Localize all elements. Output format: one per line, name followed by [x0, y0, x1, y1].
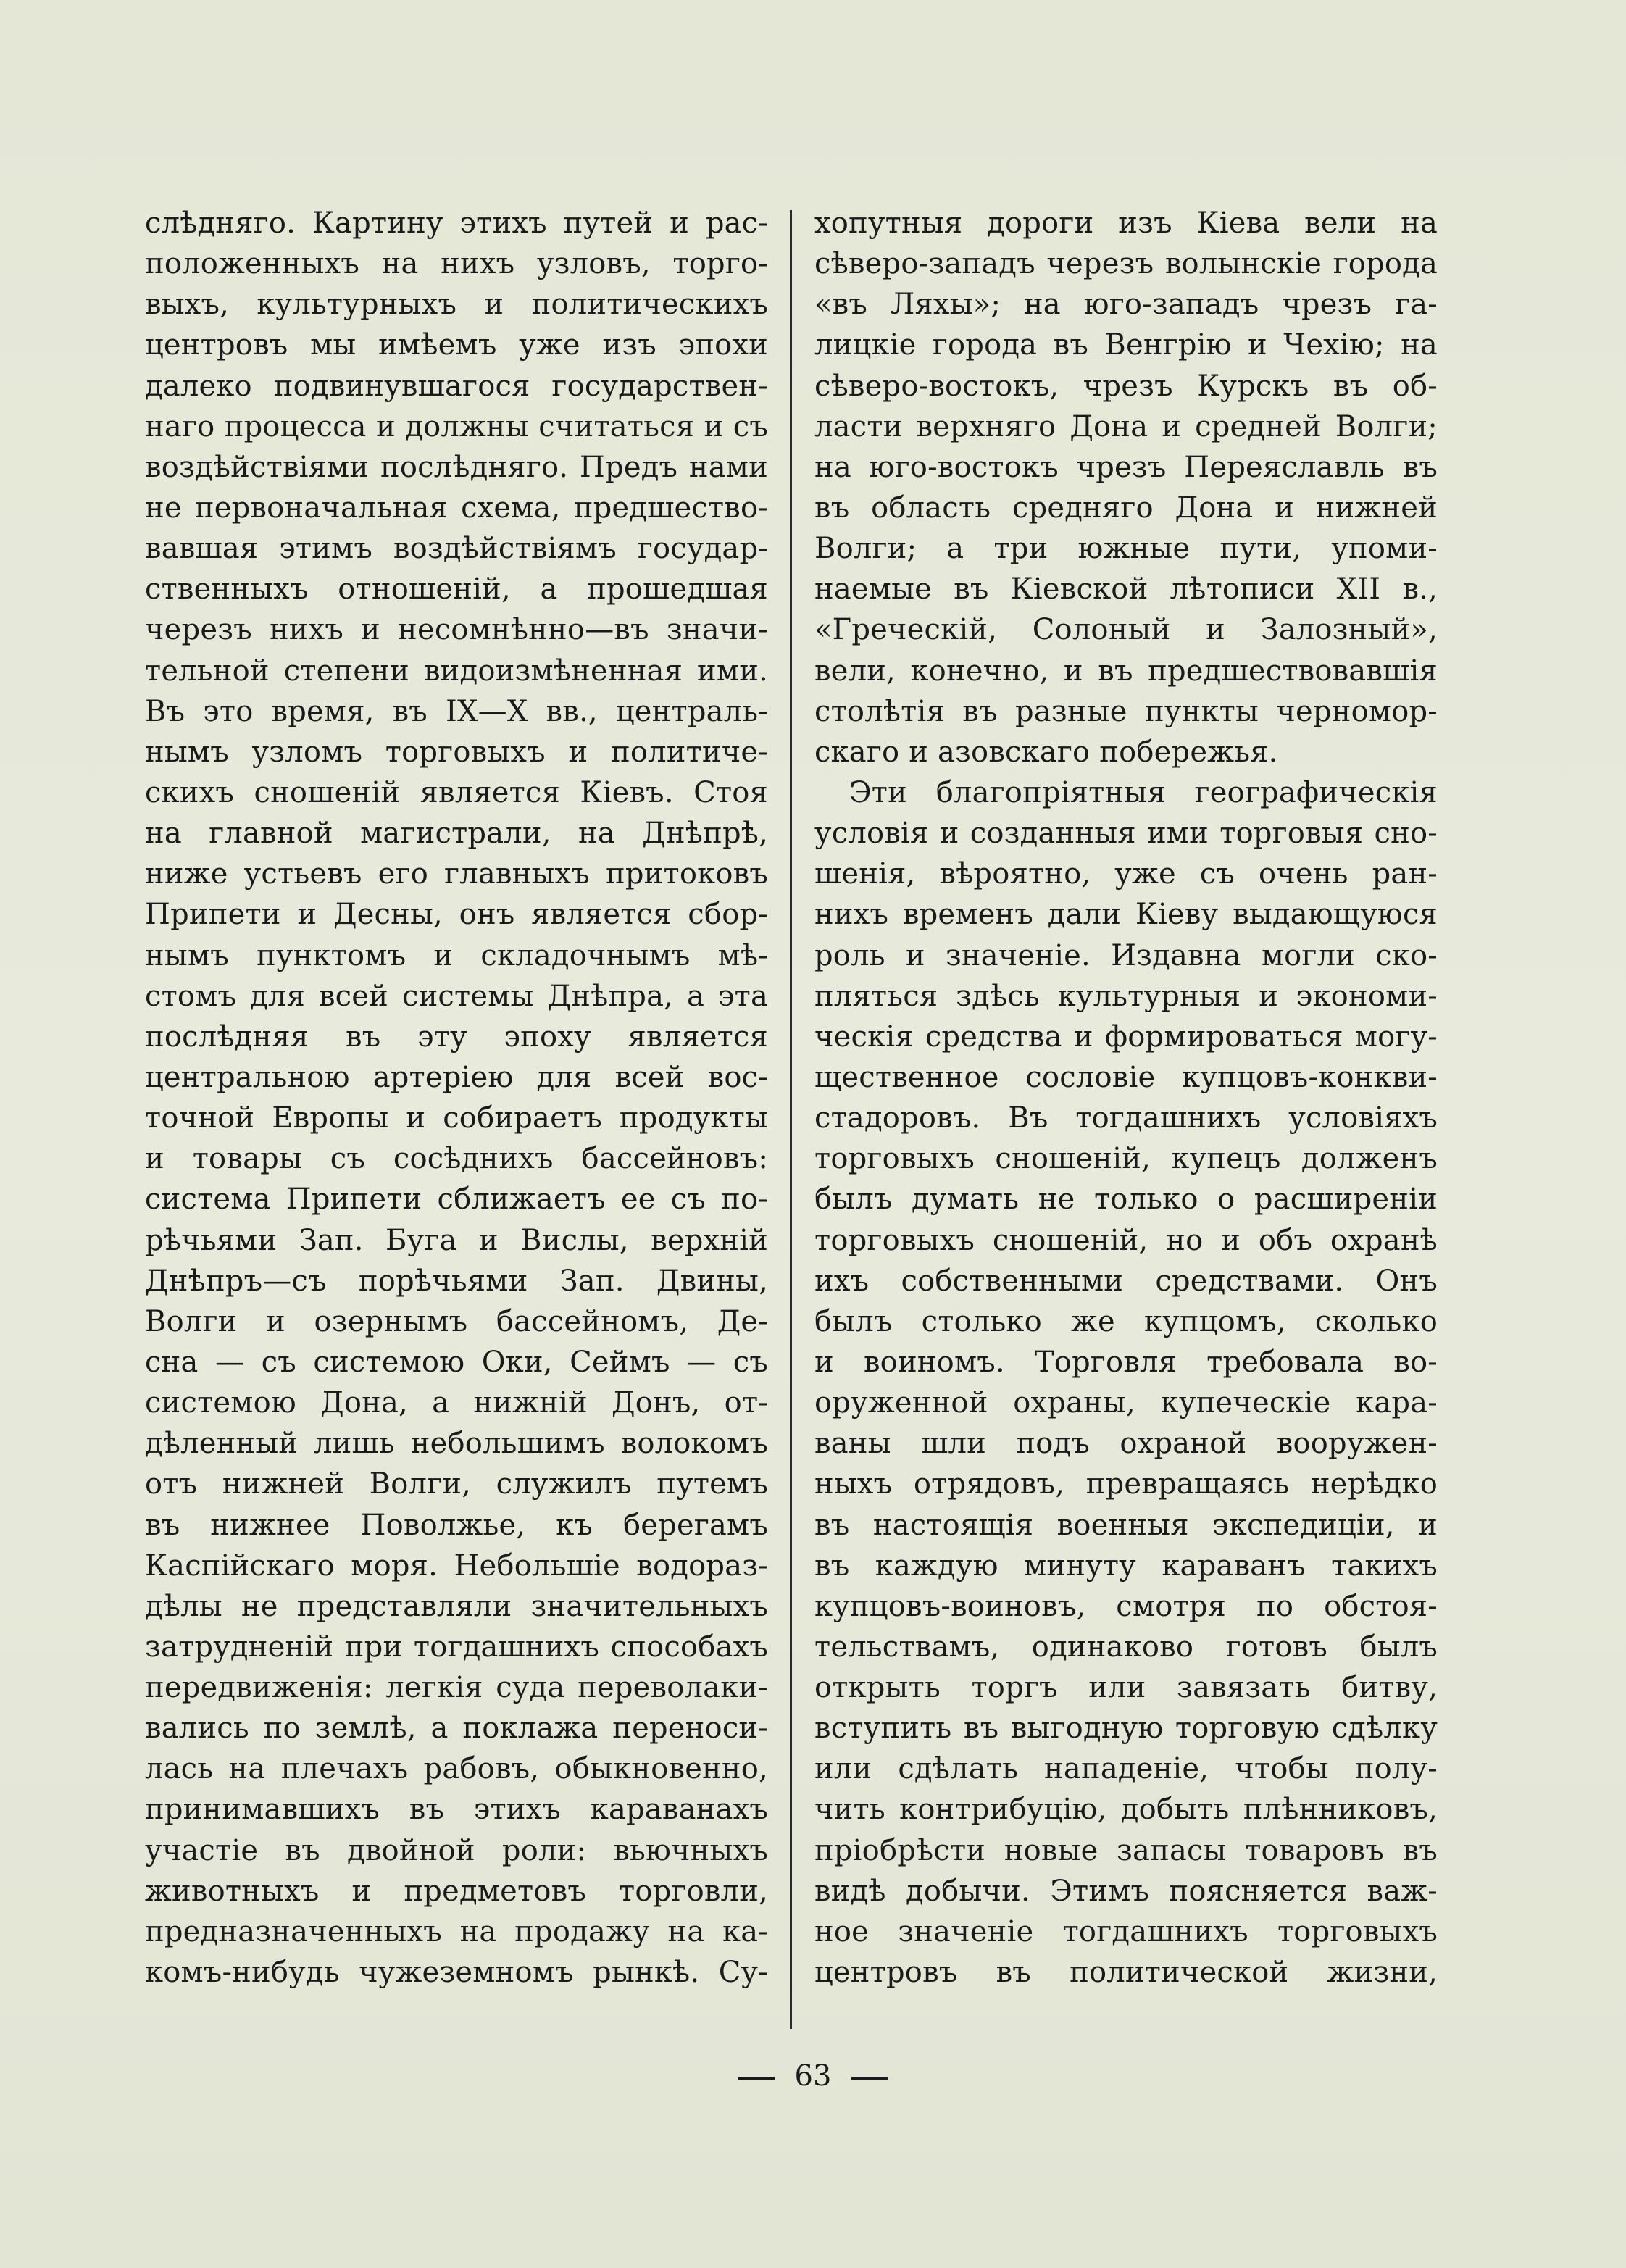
text-line: Эти благопріятныя географическія: [849, 775, 1438, 809]
text-line: Каспійскаго моря. Небольшіе водораз-: [145, 1548, 768, 1583]
text-line: вались по землѣ, а поклажа переноси-: [145, 1712, 768, 1746]
right-text-column: [814, 203, 1438, 1993]
text-line: ихъ собственными средствами. Онъ: [814, 1264, 1438, 1298]
text-line: дѣленный лишь небольшимъ волокомъ: [145, 1427, 768, 1461]
page-number: 63: [794, 2059, 832, 2093]
text-line: положенныхъ на нихъ узловъ, торго-: [145, 247, 768, 281]
text-line: Днѣпръ—съ порѣчьями Зап. Двины,: [145, 1264, 768, 1298]
text-line: ное значеніе тогдашнихъ торговыхъ: [814, 1914, 1438, 1948]
text-line: точной Европы и собираетъ продукты: [145, 1101, 768, 1135]
page-footer: [0, 2054, 1626, 2098]
text-line: центровъ въ политической жизни,: [814, 1956, 1438, 1990]
text-line: передвиженія: легкія суда переволаки-: [145, 1671, 768, 1705]
text-line: воздѣйствіями послѣдняго. Предъ нами: [145, 450, 768, 484]
text-line: наемые въ Кіевской лѣтописи XII в.,: [814, 572, 1438, 606]
text-line: ческія средства и формироваться могу-: [814, 1020, 1438, 1054]
text-line: на главной магистрали, на Днѣпрѣ,: [145, 817, 768, 851]
text-line: животныхъ и предметовъ торговли,: [145, 1874, 768, 1908]
text-line: нымъ пунктомъ и складочнымъ мѣ-: [145, 938, 768, 972]
text-line: торговыхъ сношеній, купецъ долженъ: [814, 1142, 1438, 1176]
text-line: столѣтія въ разные пункты черномор-: [814, 694, 1438, 728]
text-line: системою Дона, а нижній Донъ, от-: [145, 1386, 768, 1420]
text-line: нихъ временъ дали Кіеву выдающуюся: [814, 898, 1438, 932]
text-line: тельной степени видоизмѣненная ими.: [145, 654, 768, 688]
text-line: не первоначальная схема, предшество-: [145, 491, 768, 525]
text-line: въ каждую минуту караванъ такихъ: [814, 1548, 1438, 1583]
text-line: центровъ мы имѣемъ уже изъ эпохи: [145, 328, 768, 362]
text-line: принимавшихъ въ этихъ караванахъ: [145, 1793, 768, 1827]
text-line: оруженной охраны, купеческіе кара-: [814, 1386, 1438, 1420]
text-line: въ область средняго Дона и нижней: [814, 491, 1438, 525]
text-line: открыть торгъ или завязать битву,: [814, 1671, 1438, 1705]
text-line: «въ Ляхы»; на юго-западъ чрезъ га-: [814, 288, 1438, 322]
column-divider: [790, 210, 792, 2029]
text-line: видѣ добычи. Этимъ поясняется важ-: [814, 1874, 1438, 1908]
text-line: ласти верхняго Дона и средней Волги;: [814, 409, 1438, 443]
text-line: стадоровъ. Въ тогдашнихъ условіяхъ: [814, 1101, 1438, 1135]
text-line: затрудненій при тогдашнихъ способахъ: [145, 1630, 768, 1664]
text-line: Припети и Десны, онъ является сбор-: [145, 898, 768, 932]
text-line: ныхъ отрядовъ, превращаясь нерѣдко: [814, 1467, 1438, 1501]
text-line: вавшая этимъ воздѣйствіямъ государ-: [145, 532, 768, 566]
text-line: тельствамъ, одинаково готовъ былъ: [814, 1630, 1438, 1664]
left-text-column: [145, 203, 768, 1993]
text-line: центральною артеріею для всей вос-: [145, 1060, 768, 1094]
text-line: далеко подвинувшагося государствен-: [145, 369, 768, 403]
text-line: наго процесса и должны считаться и съ: [145, 409, 768, 443]
text-line: лицкіе города въ Венгрію и Чехію; на: [814, 328, 1438, 362]
text-line: черезъ нихъ и несомнѣнно—въ значи-: [145, 613, 768, 647]
text-line: условія и созданныя ими торговыя сно-: [814, 817, 1438, 851]
text-line: чить контрибуцію, добыть плѣнниковъ,: [814, 1793, 1438, 1827]
text-line: купцовъ-воиновъ, смотря по обстоя-: [814, 1589, 1438, 1623]
text-line: дѣлы не представляли значительныхъ: [145, 1589, 768, 1623]
text-line: хопутныя дороги изъ Кіева вели на: [814, 207, 1438, 240]
text-line: система Припети сближаетъ ее съ по-: [145, 1183, 768, 1217]
text-line: и товары съ сосѣднихъ бассейновъ:: [145, 1142, 768, 1176]
text-line: отъ нижней Волги, служилъ путемъ: [145, 1467, 768, 1501]
text-line: скихъ сношеній является Кіевъ. Стоя: [145, 775, 768, 809]
text-line: на юго-востокъ чрезъ Переяславль въ: [814, 450, 1438, 484]
text-line: сѣверо-востокъ, чрезъ Курскъ въ об-: [814, 369, 1438, 403]
text-line: торговыхъ сношеній, но и объ охранѣ: [814, 1223, 1438, 1257]
footer-dash-left: [738, 2077, 775, 2080]
text-line: роль и значеніе. Издавна могли ско-: [814, 938, 1438, 972]
text-line: ваны шли подъ охраной вооружен-: [814, 1427, 1438, 1461]
text-line: Въ это время, въ IX—X вв., централь-: [145, 694, 768, 728]
text-line: «Греческій, Солоный и Залозный»,: [814, 613, 1438, 647]
text-line: слѣдняго. Картину этихъ путей и рас-: [145, 207, 768, 240]
text-line: и воиномъ. Торговля требовала во-: [814, 1345, 1438, 1379]
text-line: былъ думать не только о расширеніи: [814, 1183, 1438, 1217]
text-line: сѣверо-западъ черезъ волынскіе города: [814, 247, 1438, 281]
text-line: участіе въ двойной роли: вьючныхъ: [145, 1833, 768, 1867]
text-line: былъ столько же купцомъ, сколько: [814, 1304, 1438, 1338]
text-line: вели, конечно, и въ предшествовавшія: [814, 654, 1438, 688]
footer-dash-right: [851, 2077, 888, 2080]
text-line: ственныхъ отношеній, а прошедшая: [145, 572, 768, 606]
text-line: стомъ для всей системы Днѣпра, а эта: [145, 979, 768, 1013]
text-line: или сдѣлать нападеніе, чтобы полу-: [814, 1752, 1438, 1786]
text-line: вступить въ выгодную торговую сдѣлку: [814, 1712, 1438, 1746]
text-line: пріобрѣсти новые запасы товаровъ въ: [814, 1833, 1438, 1867]
text-line: въ нижнее Поволжье, къ берегамъ: [145, 1508, 768, 1542]
text-line: комъ-нибудь чужеземномъ рынкѣ. Су-: [145, 1956, 768, 1990]
text-line: предназначенныхъ на продажу на ка-: [145, 1914, 768, 1948]
text-line: лась на плечахъ рабовъ, обыкновенно,: [145, 1752, 768, 1786]
text-line: щественное сословіе купцовъ-конкви-: [814, 1060, 1438, 1094]
text-line: Волги и озернымъ бассейномъ, Де-: [145, 1304, 768, 1338]
text-line: ниже устьевъ его главныхъ притоковъ: [145, 857, 768, 891]
text-line: Волги; а три южные пути, упоми-: [814, 532, 1438, 566]
text-line: нымъ узломъ торговыхъ и политиче-: [145, 735, 768, 769]
text-line: скаго и азовскаго побережья.: [814, 735, 1278, 769]
text-line: сна — съ системою Оки, Сеймъ — съ: [145, 1345, 768, 1379]
text-line: рѣчьями Зап. Буга и Вислы, верхній: [145, 1223, 768, 1257]
text-line: выхъ, культурныхъ и политическихъ: [145, 288, 768, 322]
text-line: въ настоящія военныя экспедиціи, и: [814, 1508, 1438, 1542]
text-line: шенія, вѣроятно, уже съ очень ран-: [814, 857, 1438, 891]
text-line: послѣдняя въ эту эпоху является: [145, 1020, 768, 1054]
text-line: пляться здѣсь культурныя и экономи-: [814, 979, 1438, 1013]
